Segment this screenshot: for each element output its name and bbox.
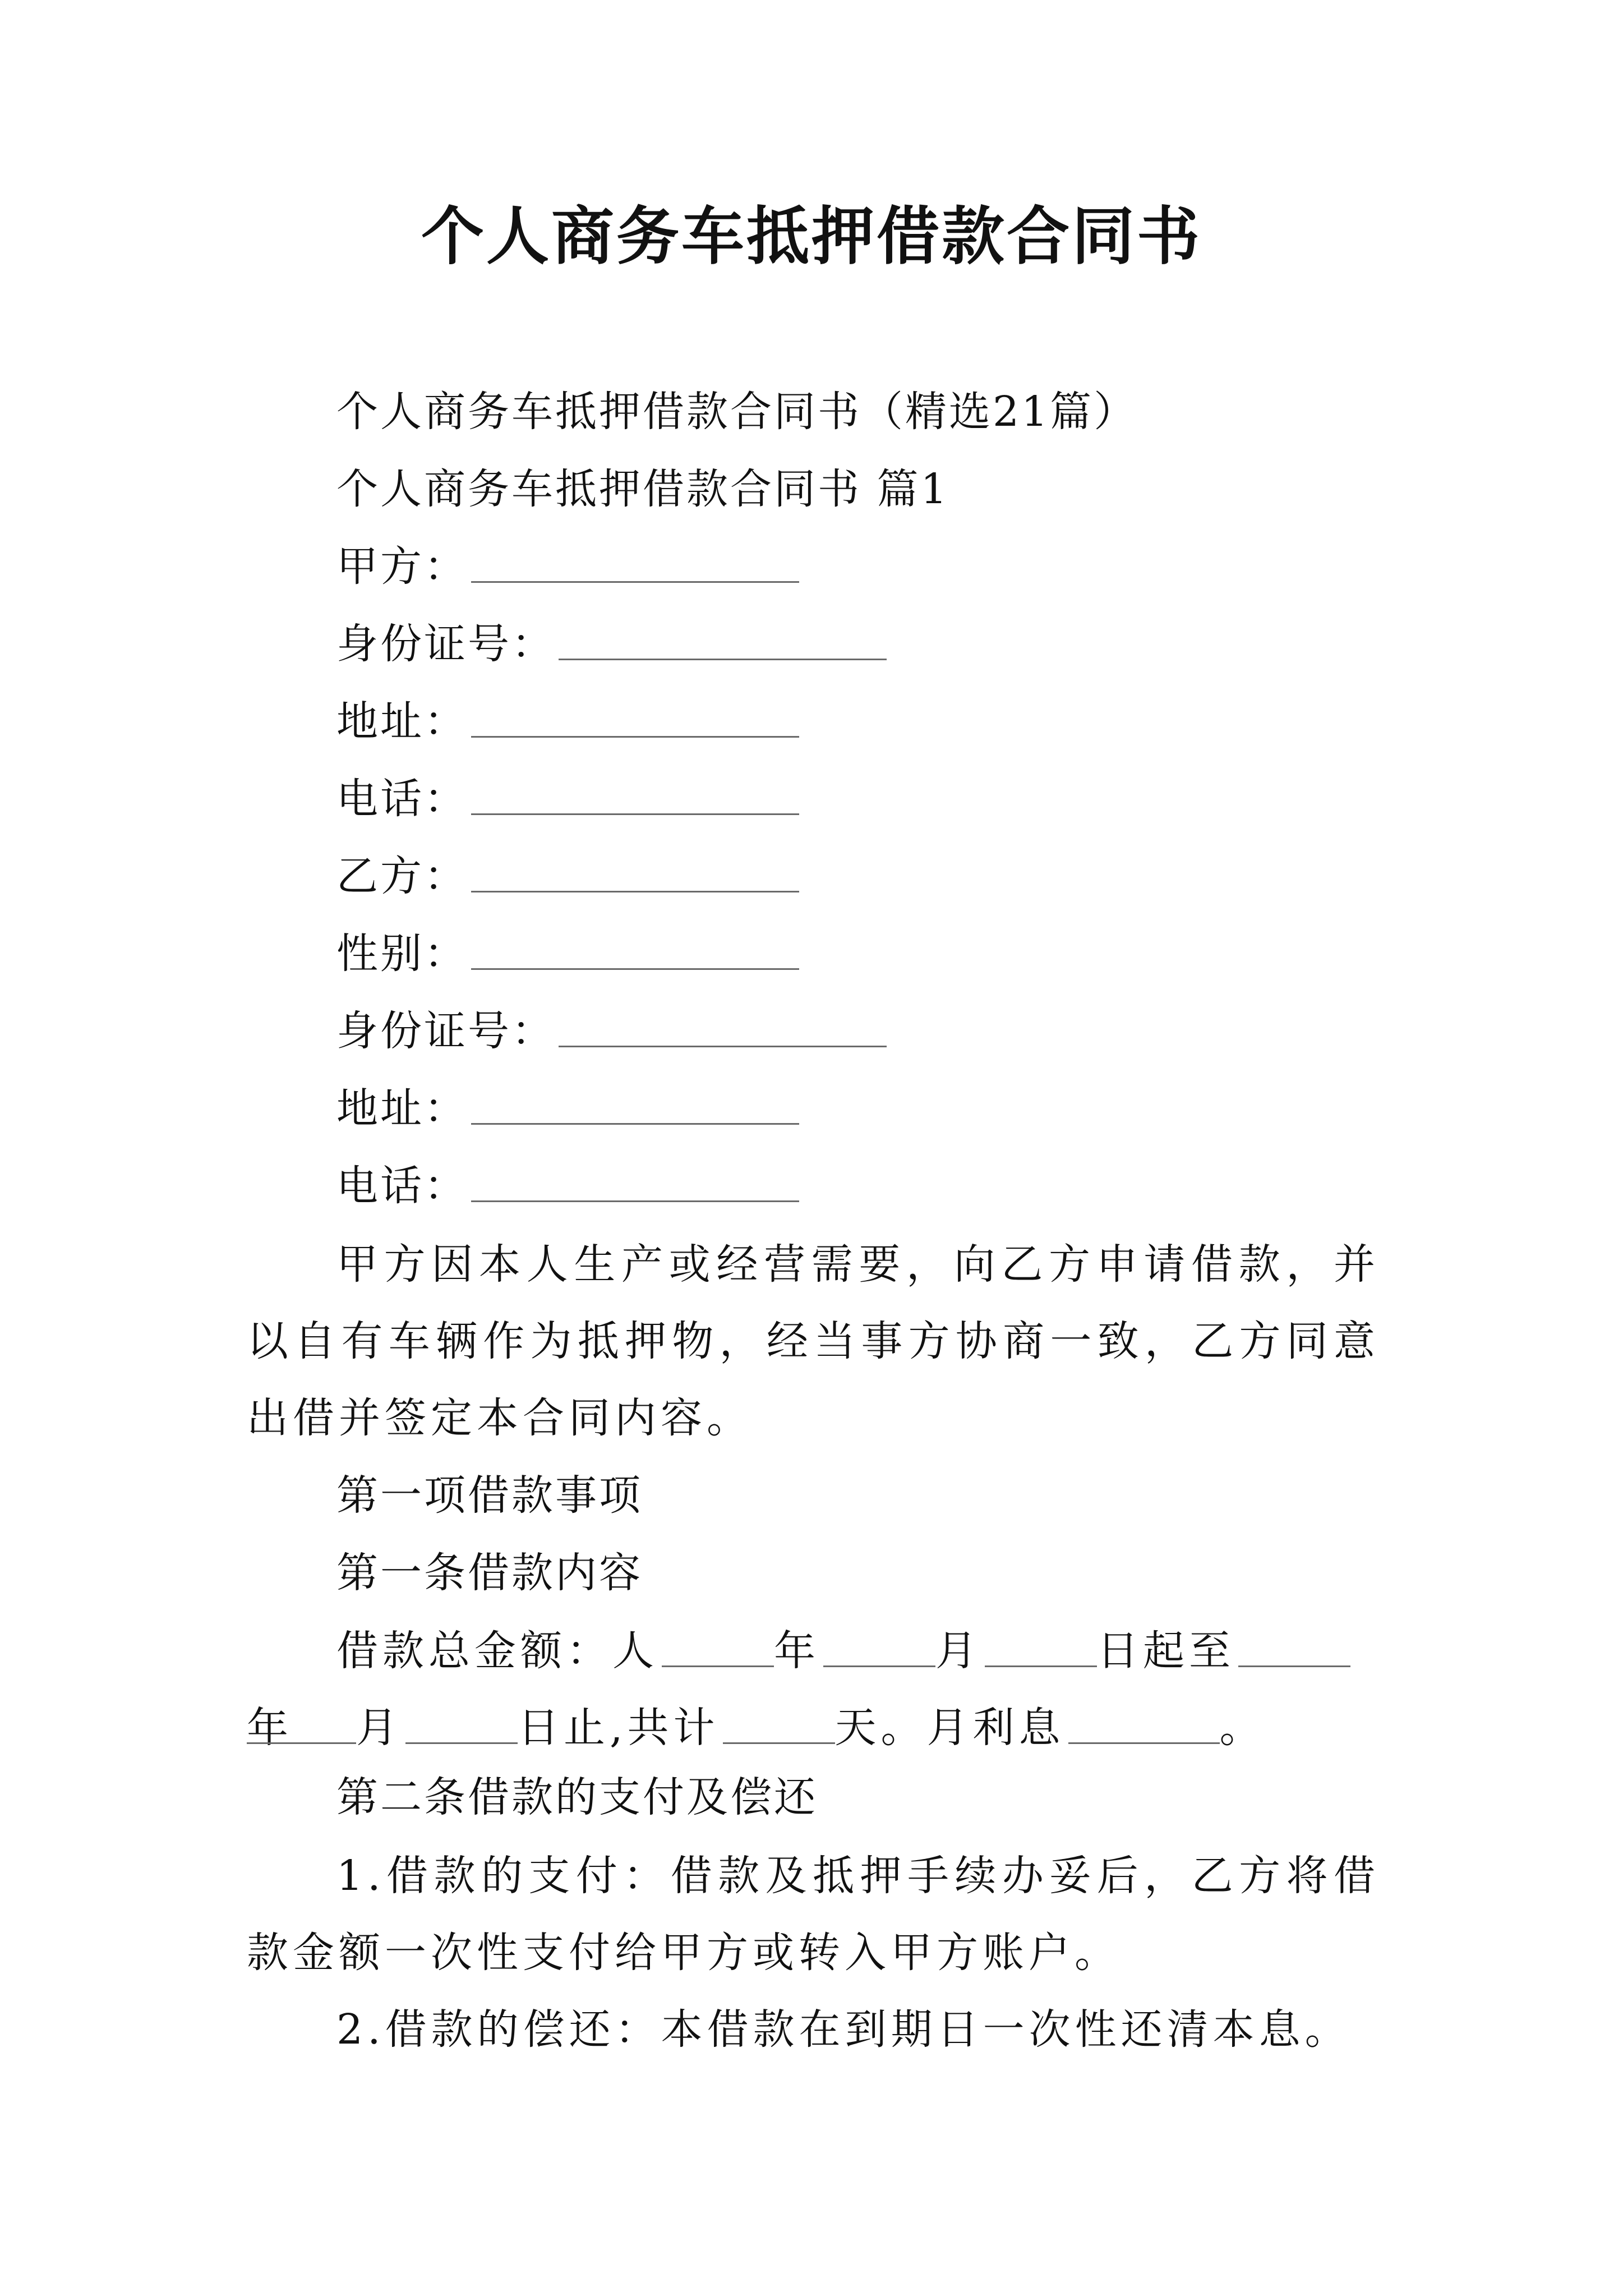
month-blank-1	[985, 1665, 1097, 1667]
party-b-address-field	[336, 1084, 799, 1134]
item1-heading: 第一项借款事项	[336, 1471, 643, 1520]
party-b-field	[336, 852, 799, 901]
month-label-2: 月	[356, 1704, 402, 1752]
year-label-1: 年	[774, 1627, 820, 1675]
party-a-address-blank	[471, 735, 799, 738]
month-label-1: 月	[935, 1627, 981, 1675]
day-from-label: 日起至	[1097, 1627, 1235, 1675]
interest-blank	[1068, 1742, 1220, 1744]
year-blank-1	[823, 1665, 935, 1667]
article1-heading: 第一条借款内容	[336, 1549, 643, 1597]
party-a-id-blank	[559, 658, 887, 660]
document-subtitle: 个人商务车抵押借款合同书（精选21篇）	[336, 388, 1138, 436]
party-a-address-field	[336, 697, 799, 747]
party-b-id-field	[336, 1006, 887, 1056]
amount-blank	[662, 1665, 774, 1667]
loan-terms-line-2	[247, 1690, 1391, 1766]
party-b-address-label: 地址：	[336, 1084, 468, 1133]
party-a-id-label: 身份证号：	[336, 620, 555, 668]
clause-2: 2.借款的偿还：本借款在到期日一次性还清本息。	[336, 2005, 1351, 2054]
party-b-phone-field	[336, 1161, 799, 1211]
party-a-blank	[471, 581, 799, 583]
party-b-phone-blank	[471, 1200, 799, 1202]
party-a-phone-field	[336, 774, 799, 824]
section-heading: 个人商务车抵押借款合同书 篇1	[336, 465, 949, 513]
loan-terms-end: 。	[1219, 1704, 1266, 1752]
year-label-2: 年	[247, 1704, 293, 1752]
month-blank-2	[405, 1742, 518, 1744]
loan-amount-label: 借款总金额：人	[336, 1627, 658, 1675]
party-b-gender-label: 性别：	[336, 930, 468, 978]
party-b-phone-label: 电话：	[336, 1162, 468, 1210]
party-a-address-label: 地址：	[336, 697, 468, 746]
party-b-blank	[471, 890, 799, 892]
party-a-field	[336, 542, 799, 592]
party-a-phone-blank	[471, 813, 799, 815]
day-count-blank	[723, 1742, 835, 1744]
intro-paragraph: 甲方因本人生产或经营需要，向乙方申请借款，并以自有车辆作为抵押物，经当事方协商一致，乙方同意出借并签定本合同内容。	[247, 1240, 1380, 1442]
party-a-label: 甲方：	[336, 542, 468, 591]
party-b-label: 乙方：	[336, 852, 468, 900]
party-b-id-label: 身份证号：	[336, 1007, 555, 1055]
year-blank-2	[247, 1742, 356, 1744]
day-blank-1	[1238, 1665, 1350, 1667]
party-b-id-blank	[559, 1045, 887, 1047]
party-b-address-blank	[471, 1122, 799, 1125]
party-b-gender-field	[336, 929, 799, 979]
document-title: 个人商务车抵押借款合同书	[421, 200, 1202, 273]
article2-heading: 第二条借款的支付及偿还	[336, 1773, 818, 1821]
party-b-gender-blank	[471, 968, 799, 970]
day-until-label: 日止,共计	[518, 1704, 720, 1752]
days-label: 天。月利息	[834, 1704, 1065, 1752]
clause-1: 1.借款的支付：借款及抵押手续办妥后，乙方将借款金额一次性支付给甲方或转入甲方账户。	[247, 1852, 1380, 1977]
party-a-phone-label: 电话：	[336, 775, 468, 823]
party-a-id-field	[336, 619, 887, 669]
